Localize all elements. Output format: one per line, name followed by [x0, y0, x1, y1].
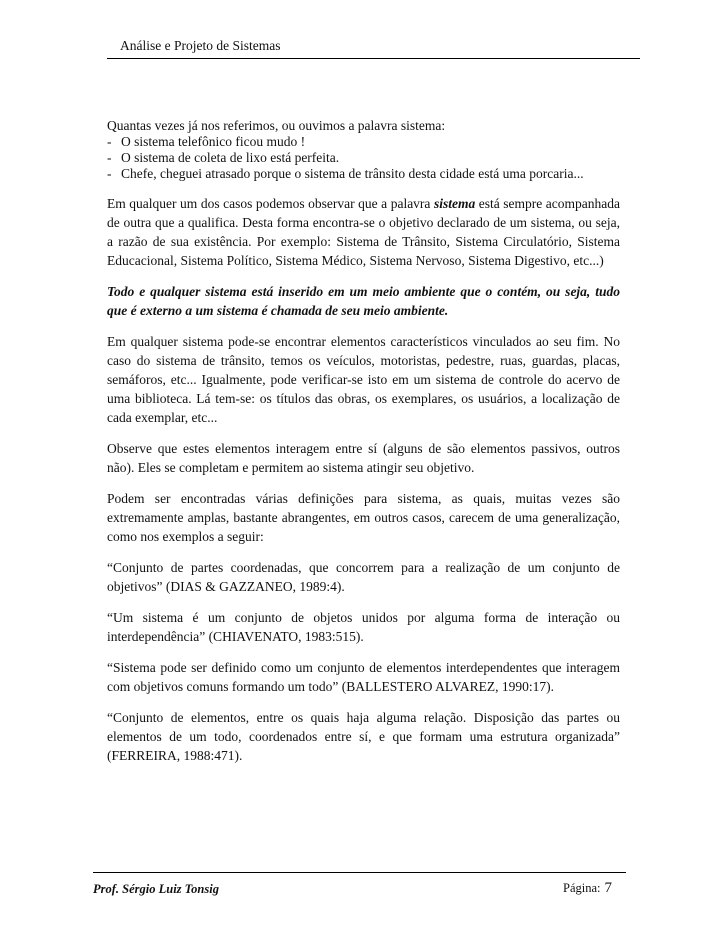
intro-block: [107, 118, 620, 182]
header-title: Análise e Projeto de Sistemas: [120, 38, 281, 53]
list-item: - O sistema de coleta de lixo está perfeita.: [107, 150, 340, 165]
quote-dias: “Conjunto de partes coordenadas, que concorrem para a realização de um conjunto de objetivos” (DIAS & GAZZANEO, 1989:4).: [107, 560, 620, 594]
paragraph-definicoes: Podem ser encontradas várias definições para sistema, as quais, muitas vezes são extremamente amplas, bastante abrangentes, em outros casos, carecem de uma generalização, como nos exemplos a seguir:: [107, 491, 620, 544]
paragraph-elementos: Em qualquer sistema pode-se encontrar elementos característicos vinculados ao seu fim. No caso do sistema de trânsito, temos os veículos, motoristas, pedestre, ruas, guardas, placas, semáforos, etc... Igualmente, pode verificar-se isto em um sistema de controle do acervo de uma biblioteca. Lá tem-se: os títulos das obras, os exemplares, os usuários, a localização de cada exemplar, etc...: [107, 334, 620, 425]
page-label: Página:: [563, 881, 601, 895]
paragraph-sistema: Em qualquer um dos casos podemos observar que a palavra sistema está sempre acompanhada de outra que a qualifica. Desta forma encontra-se o objetivo declarado de um sistema, ou seja, a razão de sua existência. Por exemplo: Sistema de Trânsito, Sistema Circulatório, Sistema Educacional, Sistema Político, Sistema Médico, Sistema Nervoso, Sistema Digestivo, etc...): [107, 196, 621, 268]
page-header: [107, 38, 640, 59]
footer-author: Prof. Sérgio Luiz Tonsig: [93, 882, 219, 896]
page-indicator: [563, 880, 612, 897]
list-item: - O sistema telefônico ficou mudo !: [107, 134, 306, 149]
page-number: 7: [604, 880, 612, 896]
quote-ferreira: “Conjunto de elementos, entre os quais haja alguma relação. Disposição das partes ou elementos de um todo, coordenados entre sí, e que formam uma estrutura organizada” (FERREIRA, 1988:471).: [107, 710, 620, 763]
quote-chiavenato: “Um sistema é um conjunto de objetos unidos por alguma forma de interação ou interdependência” (CHIAVENATO, 1983:515).: [107, 610, 620, 644]
emphasis-sistema: sistema: [433, 196, 476, 211]
page-content: [107, 118, 620, 777]
paragraph-meio-ambiente: Todo e qualquer sistema está inserido em um meio ambiente que o contém, ou seja, tudo que é externo a um sistema é chamada de seu meio ambiente.: [107, 284, 620, 318]
list-item: - Chefe, cheguei atrasado porque o sistema de trânsito desta cidade está uma porcaria...: [107, 166, 584, 181]
intro-question: Quantas vezes já nos referimos, ou ouvimos a palavra sistema:: [107, 118, 446, 133]
page-footer: [93, 872, 626, 897]
quote-ballestero: “Sistema pode ser definido como um conjunto de elementos interdependentes que interagem com objetivos comuns formando um todo” (BALLESTERO ALVAREZ, 1990:17).: [107, 660, 620, 694]
paragraph-interacao: Observe que estes elementos interagem entre sí (alguns de são elementos passivos, outros não). Eles se completam e permitem ao sistema atingir seu objetivo.: [107, 441, 620, 475]
